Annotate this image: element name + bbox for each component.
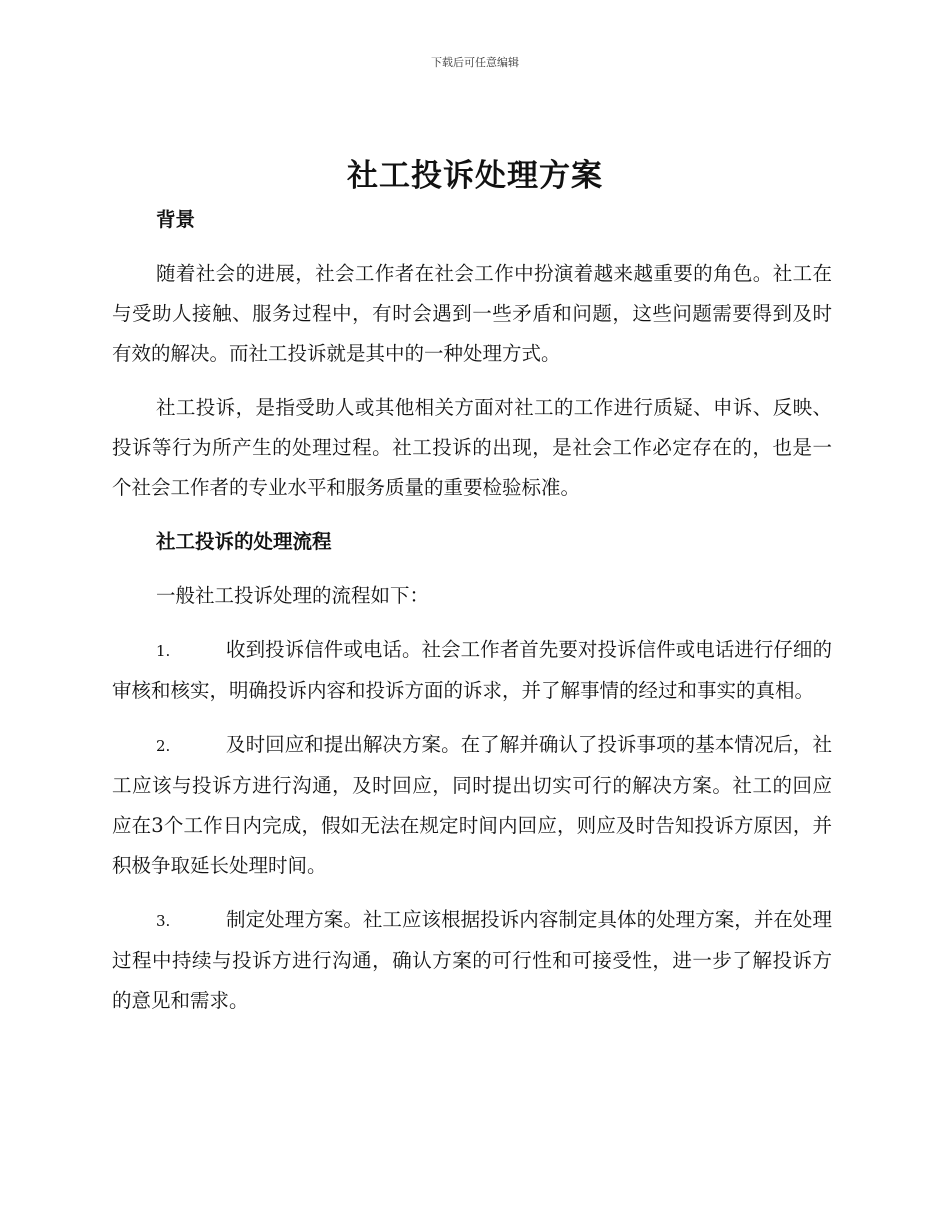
list-item	[112, 630, 832, 711]
background-paragraph-2: 社工投诉，是指受助人或其他相关方面对社工的工作进行质疑、申诉、反映、投诉等行为所产生的处理过程。社工投诉的出现，是社会工作必定存在的，也是一个社会工作者的专业水平和服务质量的重要检验标准。	[112, 396, 832, 499]
list-item-number: 2.	[156, 737, 171, 755]
list-item-text: 收到投诉信件或电话。社会工作者首先要对投诉信件或电话进行仔细的审核和核实，明确投诉内容和投诉方面的诉求，并了解事情的经过和事实的真相。	[112, 638, 832, 702]
document-body	[112, 200, 832, 1035]
list-item-text: 制定处理方案。社工应该根据投诉内容制定具体的处理方案，并在处理过程中持续与投诉方进行沟通，确认方案的可行性和可接受性，进一步了解投诉方的意见和需求。	[112, 908, 832, 1012]
background-paragraph-1: 随着社会的进展，社会工作者在社会工作中扮演着越来越重要的角色。社工在与受助人接触、服务过程中，有时会遇到一些矛盾和问题，这些问题需要得到及时有效的解决。而社工投诉就是其中的一种处理方式。	[112, 262, 832, 365]
list-item	[112, 725, 832, 886]
process-intro: 一般社工投诉处理的流程如下：	[156, 584, 430, 607]
list-item-number: 1.	[156, 642, 171, 660]
document-title: 社工投诉处理方案	[347, 158, 603, 194]
list-item-number: 3.	[156, 912, 171, 930]
section-heading-process: 社工投诉的处理流程	[156, 530, 332, 553]
list-item-text: 及时回应和提出解决方案。在了解并确认了投诉事项的基本情况后，社工应该与投诉方进行沟通，及时回应，同时提出切实可行的解决方案。社工的回应应在3个工作日内完成，假如无法在规定时间内回应，则应及时告知投诉方原因，并积极争取延长处理时间。	[112, 733, 832, 877]
header-note: 下载后可任意编辑	[431, 56, 519, 69]
section-heading-background: 背景	[156, 208, 196, 231]
list-item	[112, 900, 832, 1021]
